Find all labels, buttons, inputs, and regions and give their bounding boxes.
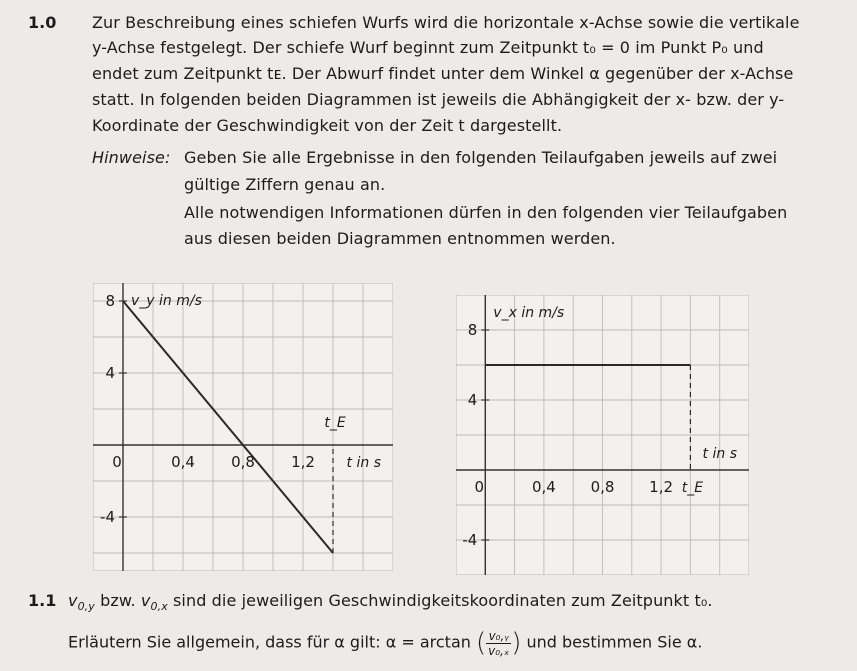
vx-x-tick-label: 0,8: [590, 478, 615, 496]
vx-x-axis-title: t in s: [702, 446, 737, 462]
vy-x-tick-label: 0: [112, 453, 122, 471]
task-text-line-4: statt. In folgenden beiden Diagrammen ist jeweils die Abhängigkeit der x- bzw. der y-: [92, 90, 785, 109]
task-11-line-1: [68, 591, 713, 613]
v0x-subscript: 0,x: [150, 600, 168, 614]
v0y-subscript: 0,y: [77, 600, 95, 614]
velocity-fraction: [486, 629, 511, 658]
vy-y-tick-label: 4: [105, 364, 115, 382]
vy-chart-svg: [93, 283, 393, 571]
vx-y-tick-label: 8: [467, 321, 478, 339]
vy-x-tick-label: 0,4: [171, 453, 195, 471]
bzw-text: bzw.: [94, 591, 141, 610]
task-11-line-2-end: und bestimmen Sie α.: [526, 632, 703, 652]
task-11-line-2-start: Erläutern Sie allgemein, dass für α gilt: α = arctan: [68, 632, 471, 652]
fraction-denominator: v₀,ₓ: [488, 643, 510, 658]
hint-line-2: gültige Ziffern genau an.: [184, 175, 386, 194]
task-11-line-2: [68, 628, 702, 658]
v0x-symbol: v: [140, 591, 151, 610]
task-number-1-0: 1.0: [28, 13, 57, 32]
vy-y-tick-label: 8: [105, 292, 115, 310]
hint-line-3: Alle notwendigen Informationen dürfen in den folgenden vier Teilaufgaben: [184, 203, 788, 222]
vx-y-axis-title: v_x in m/s: [493, 305, 565, 321]
vx-y-tick-label: 4: [467, 391, 478, 409]
task-11-line-1-rest: sind die jeweiligen Geschwindigkeitskoordinaten zum Zeitpunkt t₀.: [167, 591, 713, 610]
v0y-symbol: v: [68, 591, 78, 610]
vy-chart: [93, 283, 393, 571]
vy-x-axis-title: t in s: [346, 455, 381, 471]
task-number-1-1: 1.1: [28, 591, 57, 610]
task-text-line-3: endet zum Zeitpunkt tᴇ. Der Abwurf findet unter dem Winkel α gegenüber der x-Achse: [92, 64, 794, 83]
vy-te-label: t_E: [324, 415, 346, 431]
vx-x-tick-label: 0: [474, 478, 485, 496]
task-text-line-5: Koordinate der Geschwindigkeit von der Zeit t dargestellt.: [92, 116, 563, 135]
task-text-line-2: y-Achse festgelegt. Der schiefe Wurf beginnt zum Zeitpunkt t₀ = 0 im Punkt P₀ und: [92, 38, 764, 57]
paren-open: (: [475, 628, 487, 658]
vy-x-tick-label: 0,8: [231, 453, 255, 471]
paren-close: ): [511, 628, 522, 658]
vy-y-tick-label: -4: [100, 508, 115, 526]
vy-y-axis-title: v_y in m/s: [131, 293, 202, 309]
hint-label: Hinweise:: [92, 148, 171, 167]
vx-te-label: t_E: [681, 480, 704, 496]
vx-chart-svg: [456, 295, 749, 575]
fraction-numerator: v₀,ᵧ: [486, 629, 511, 644]
vx-y-tick-label: -4: [462, 531, 478, 549]
vx-x-tick-label: 1,2: [649, 478, 674, 496]
hint-line-4: aus diesen beiden Diagrammen entnommen werden.: [184, 229, 616, 248]
hint-line-1: Geben Sie alle Ergebnisse in den folgenden Teilaufgaben jeweils auf zwei: [184, 148, 778, 167]
task-text-line-1: Zur Beschreibung eines schiefen Wurfs wird die horizontale x-Achse sowie die vertikale: [92, 13, 800, 32]
vx-chart: [456, 295, 749, 575]
vy-x-tick-label: 1,2: [291, 453, 315, 471]
vx-x-tick-label: 0,4: [531, 478, 556, 496]
